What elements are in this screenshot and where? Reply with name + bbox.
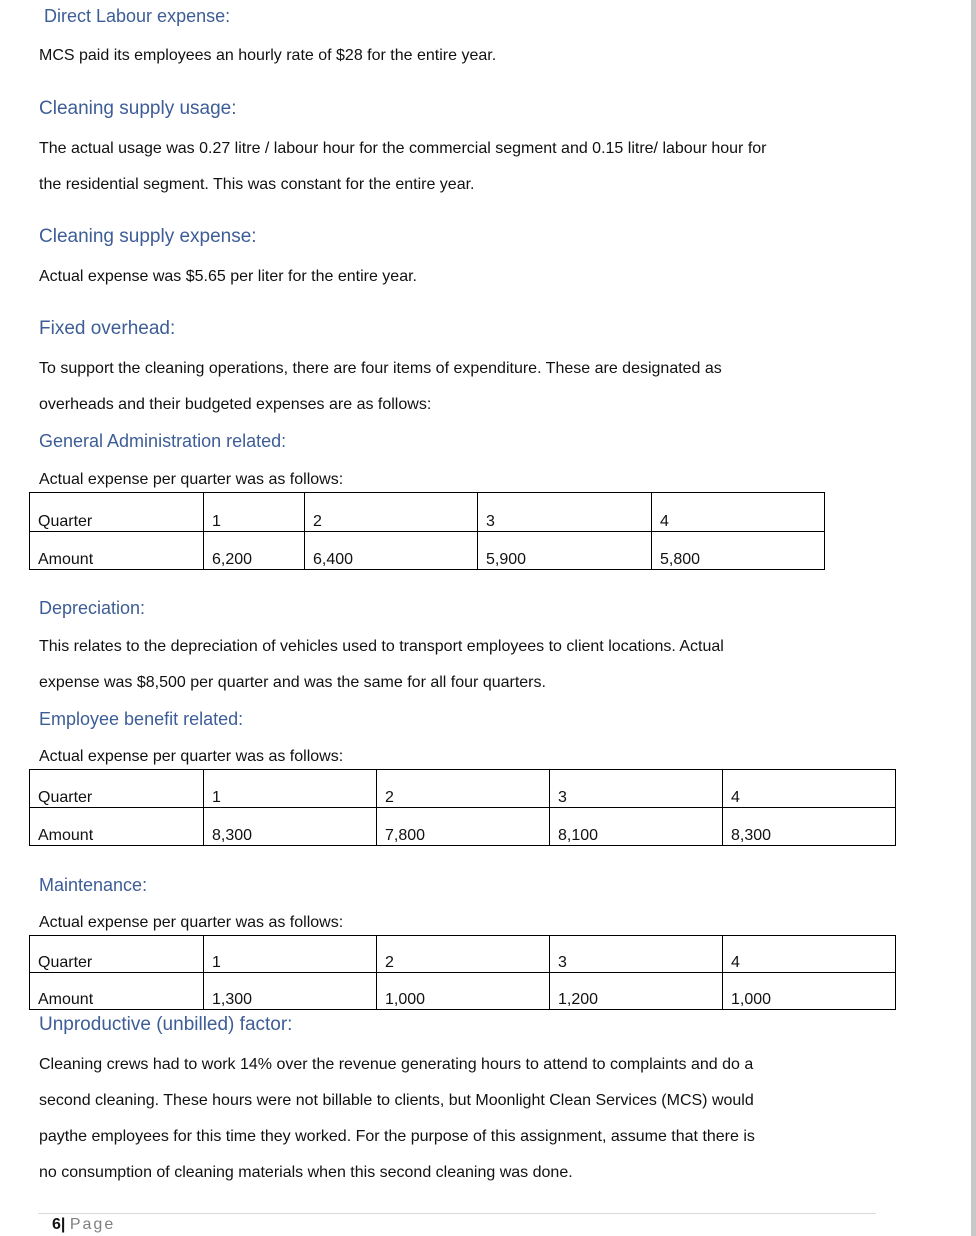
employee-benefit-heading: Employee benefit related: xyxy=(39,709,244,729)
maintenance-intro: Actual expense per quarter was as follows: xyxy=(39,914,344,931)
table-cell: Quarter xyxy=(30,493,204,532)
table-cell: 1,300 xyxy=(204,973,377,1010)
table-cell: Amount xyxy=(30,808,204,846)
table-row xyxy=(30,770,896,808)
table-cell: 1 xyxy=(204,493,305,532)
table-cell: 2 xyxy=(305,493,478,532)
table-row xyxy=(30,532,825,570)
unproductive-line4: no consumption of cleaning materials when this second cleaning was done. xyxy=(39,1164,573,1181)
unproductive-heading: Unproductive (unbilled) factor: xyxy=(39,1014,293,1035)
table-cell: 8,300 xyxy=(723,808,896,846)
table-cell: 8,300 xyxy=(204,808,377,846)
maintenance-table xyxy=(29,935,896,1010)
table-cell: 5,900 xyxy=(478,532,652,570)
supply-expense-text: Actual expense was $5.65 per liter for the entire year. xyxy=(39,268,417,285)
table-cell: 4 xyxy=(723,936,896,973)
table-cell: 1,000 xyxy=(377,973,550,1010)
supply-usage-heading: Cleaning supply usage: xyxy=(39,98,237,119)
employee-benefit-intro: Actual expense per quarter was as follows: xyxy=(39,748,344,765)
general-admin-intro: Actual expense per quarter was as follows: xyxy=(39,471,344,488)
table-cell: Quarter xyxy=(30,770,204,808)
table-cell: Amount xyxy=(30,973,204,1010)
employee-benefit-table xyxy=(29,769,896,846)
table-cell: 5,800 xyxy=(652,532,825,570)
table-cell: 1,000 xyxy=(723,973,896,1010)
table-cell: 6,200 xyxy=(204,532,305,570)
table-cell: 6,400 xyxy=(305,532,478,570)
unproductive-line3: paythe employees for this time they worked. For the purpose of this assignment, assume that there is xyxy=(39,1128,755,1145)
maintenance-heading: Maintenance: xyxy=(39,875,148,895)
table-cell: 8,100 xyxy=(550,808,723,846)
depreciation-line1: This relates to the depreciation of vehicles used to transport employees to client locations. Actual xyxy=(39,638,724,655)
fixed-overhead-heading: Fixed overhead: xyxy=(39,318,176,339)
table-cell: 4 xyxy=(723,770,896,808)
footer-divider xyxy=(38,1213,876,1214)
table-cell: 3 xyxy=(550,936,723,973)
table-cell: 3 xyxy=(478,493,652,532)
table-row xyxy=(30,973,896,1010)
depreciation-line2: expense was $8,500 per quarter and was the same for all four quarters. xyxy=(39,674,546,691)
general-admin-table xyxy=(29,492,825,570)
labour-heading: Direct Labour expense: xyxy=(44,6,231,26)
unproductive-line1: Cleaning crews had to work 14% over the revenue generating hours to attend to complaints and do a xyxy=(39,1056,754,1073)
table-cell: Amount xyxy=(30,532,204,570)
page-footer xyxy=(52,1216,115,1234)
general-admin-heading: General Administration related: xyxy=(39,431,287,451)
page-edge xyxy=(971,0,976,1236)
table-row xyxy=(30,493,825,532)
labour-text: MCS paid its employees an hourly rate of $28 for the entire year. xyxy=(39,47,497,64)
table-cell: 2 xyxy=(377,936,550,973)
page-number: 6 xyxy=(52,1216,61,1233)
table-cell: Quarter xyxy=(30,936,204,973)
supply-usage-line2: the residential segment. This was constant for the entire year. xyxy=(39,176,475,193)
fixed-overhead-line1: To support the cleaning operations, there are four items of expenditure. These are designated as xyxy=(39,360,722,377)
fixed-overhead-line2: overheads and their budgeted expenses are as follows: xyxy=(39,396,432,413)
table-cell: 7,800 xyxy=(377,808,550,846)
table-cell: 1 xyxy=(204,936,377,973)
table-cell: 4 xyxy=(652,493,825,532)
depreciation-heading: Depreciation: xyxy=(39,598,146,618)
supply-expense-heading: Cleaning supply expense: xyxy=(39,226,257,247)
table-cell: 1,200 xyxy=(550,973,723,1010)
supply-usage-line1: The actual usage was 0.27 litre / labour hour for the commercial segment and 0.15 litre/ labour hour for xyxy=(39,140,767,157)
unproductive-line2: second cleaning. These hours were not billable to clients, but Moonlight Clean Services (MCS) would xyxy=(39,1092,754,1109)
page-label: Page xyxy=(69,1216,116,1233)
table-cell: 2 xyxy=(377,770,550,808)
footer-separator: | xyxy=(60,1216,66,1233)
table-cell: 1 xyxy=(204,770,377,808)
table-row xyxy=(30,808,896,846)
table-row xyxy=(30,936,896,973)
table-cell: 3 xyxy=(550,770,723,808)
